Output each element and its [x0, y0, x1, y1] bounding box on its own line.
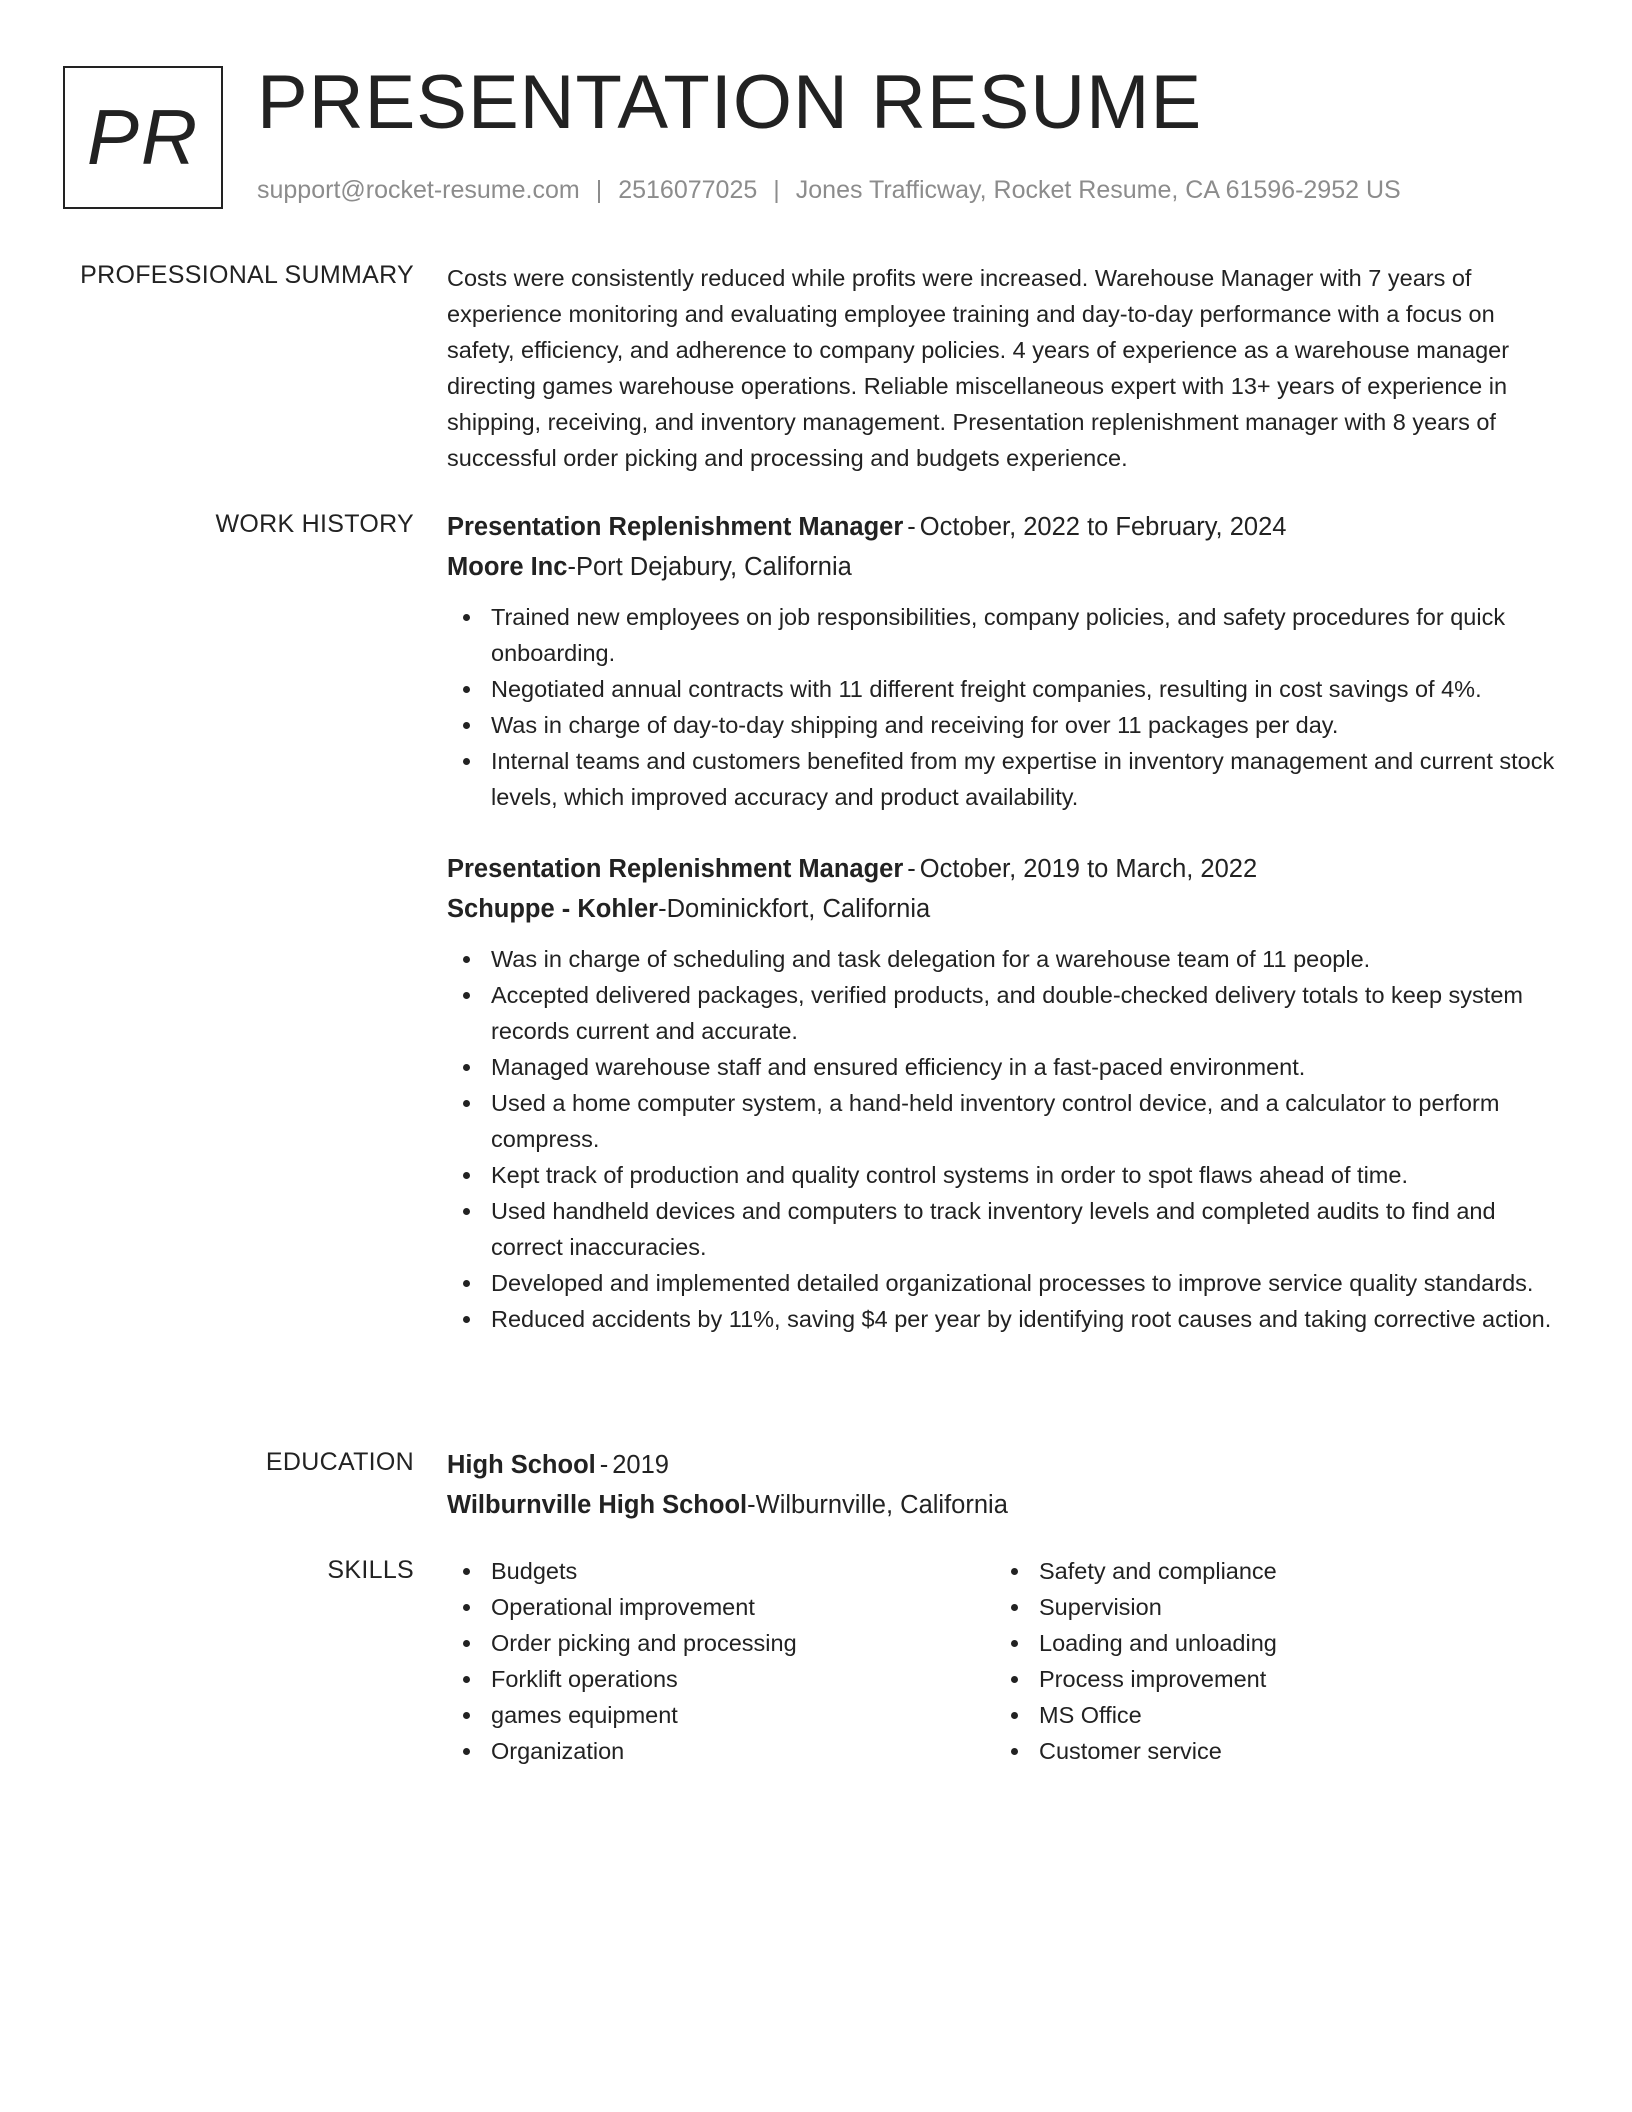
contact-email[interactable]: support@rocket-resume.com: [257, 176, 580, 204]
section-label-work-history: WORK HISTORY: [215, 510, 414, 538]
education-body: [447, 1445, 1567, 1525]
skill-item: Order picking and processing: [447, 1625, 995, 1661]
company-line: [447, 547, 1567, 587]
skill-item: Operational improvement: [447, 1589, 995, 1625]
skill-item: Supervision: [995, 1589, 1543, 1625]
job-dates: October, 2019 to March, 2022: [919, 855, 1258, 883]
dash-separator: -: [599, 1451, 609, 1479]
school-location: Wilburnville, California: [755, 1491, 1008, 1519]
company-location: Port Dejabury, California: [575, 553, 852, 581]
job-bullet: Reduced accidents by 11%, saving $4 per year by identifying root causes and taking corrective action.: [447, 1301, 1567, 1337]
job-entry: [447, 507, 1567, 815]
job-dates: October, 2022 to February, 2024: [919, 513, 1287, 541]
skills-list: [995, 1553, 1543, 1769]
dash-separator: -: [658, 895, 667, 923]
job-bullet: Used handheld devices and computers to track inventory levels and completed audits to find and correct inaccuracies.: [447, 1193, 1567, 1265]
job-bullet: Was in charge of day-to-day shipping and receiving for over 11 packages per day.: [447, 707, 1567, 743]
job-bullet: Internal teams and customers benefited from my expertise in inventory management and current stock levels, which improved accuracy and product availability.: [447, 743, 1567, 815]
skill-item: Customer service: [995, 1733, 1543, 1769]
job-bullet: Kept track of production and quality control systems in order to spot flaws ahead of time.: [447, 1157, 1567, 1193]
company-name: Schuppe - Kohler: [447, 895, 659, 923]
skills-columns: [447, 1553, 1567, 1769]
monogram-logo: PR: [63, 66, 223, 209]
dash-separator: -: [907, 855, 916, 883]
skills-body: [447, 1553, 1567, 1769]
graduation-year: 2019: [612, 1451, 669, 1479]
job-title: Presentation Replenishment Manager: [447, 855, 904, 883]
skills-list: [447, 1553, 995, 1769]
dash-separator: -: [747, 1491, 756, 1519]
skill-item: Budgets: [447, 1553, 995, 1589]
job-bullet: Developed and implemented detailed organizational processes to improve service quality standards.: [447, 1265, 1567, 1301]
contact-separator: |: [773, 176, 780, 204]
contact-line: [257, 174, 1401, 206]
skill-item: Safety and compliance: [995, 1553, 1543, 1589]
section-label-summary: PROFESSIONAL SUMMARY: [80, 261, 414, 289]
company-location: Dominickfort, California: [666, 895, 931, 923]
job-title-line: [447, 507, 1567, 547]
job-bullet: Used a home computer system, a hand-held inventory control device, and a calculator to perform compress.: [447, 1085, 1567, 1157]
skill-item: MS Office: [995, 1697, 1543, 1733]
summary-text: Costs were consistently reduced while profits were increased. Warehouse Manager with 7 years of experience monitoring and evaluating employee training and day-to-day performance with a focus on safety, efficiency, and adherence to company policies. 4 years of experience as a warehouse manager directing games warehouse operations. Reliable miscellaneous expert with 13+ years of experience in shipping, receiving, and inventory management. Presentation replenishment manager with 8 years of successful order picking and processing and budgets experience.: [447, 265, 1510, 471]
section-label-skills: SKILLS: [327, 1556, 414, 1584]
skill-item: Forklift operations: [447, 1661, 995, 1697]
job-bullet-list: [447, 599, 1567, 815]
company-name: Moore Inc: [447, 553, 568, 581]
job-bullet-list: [447, 941, 1567, 1337]
contact-phone[interactable]: 2516077025: [618, 176, 758, 204]
job-title: Presentation Replenishment Manager: [447, 513, 904, 541]
dash-separator: -: [567, 553, 576, 581]
job-bullet: Managed warehouse staff and ensured efficiency in a fast-paced environment.: [447, 1049, 1567, 1085]
work-history-body: [447, 507, 1567, 1337]
job-bullet: Was in charge of scheduling and task delegation for a warehouse team of 11 people.: [447, 941, 1567, 977]
school-name: Wilburnville High School: [447, 1491, 748, 1519]
skill-item: Loading and unloading: [995, 1625, 1543, 1661]
section-label-education: EDUCATION: [265, 1448, 414, 1476]
school-line: [447, 1485, 1567, 1525]
skill-item: games equipment: [447, 1697, 995, 1733]
contact-address: Jones Trafficway, Rocket Resume, CA 61596-2952 US: [795, 176, 1401, 204]
company-line: [447, 889, 1567, 929]
job-title-line: [447, 849, 1567, 889]
job-bullet: Accepted delivered packages, verified products, and double-checked delivery totals to keep system records current and accurate.: [447, 977, 1567, 1049]
resume-name: PRESENTATION RESUME: [257, 60, 1203, 145]
dash-separator: -: [907, 513, 916, 541]
degree-line: [447, 1445, 1567, 1485]
job-bullet: Trained new employees on job responsibilities, company policies, and safety procedures for quick onboarding.: [447, 599, 1567, 671]
job-bullet: Negotiated annual contracts with 11 different freight companies, resulting in cost savings of 4%.: [447, 671, 1567, 707]
skills-column-right: [995, 1553, 1543, 1769]
skill-item: Process improvement: [995, 1661, 1543, 1697]
job-entry: [447, 849, 1567, 1337]
contact-separator: |: [595, 176, 603, 204]
skills-column-left: [447, 1553, 995, 1769]
degree: High School: [447, 1451, 596, 1479]
skill-item: Organization: [447, 1733, 995, 1769]
